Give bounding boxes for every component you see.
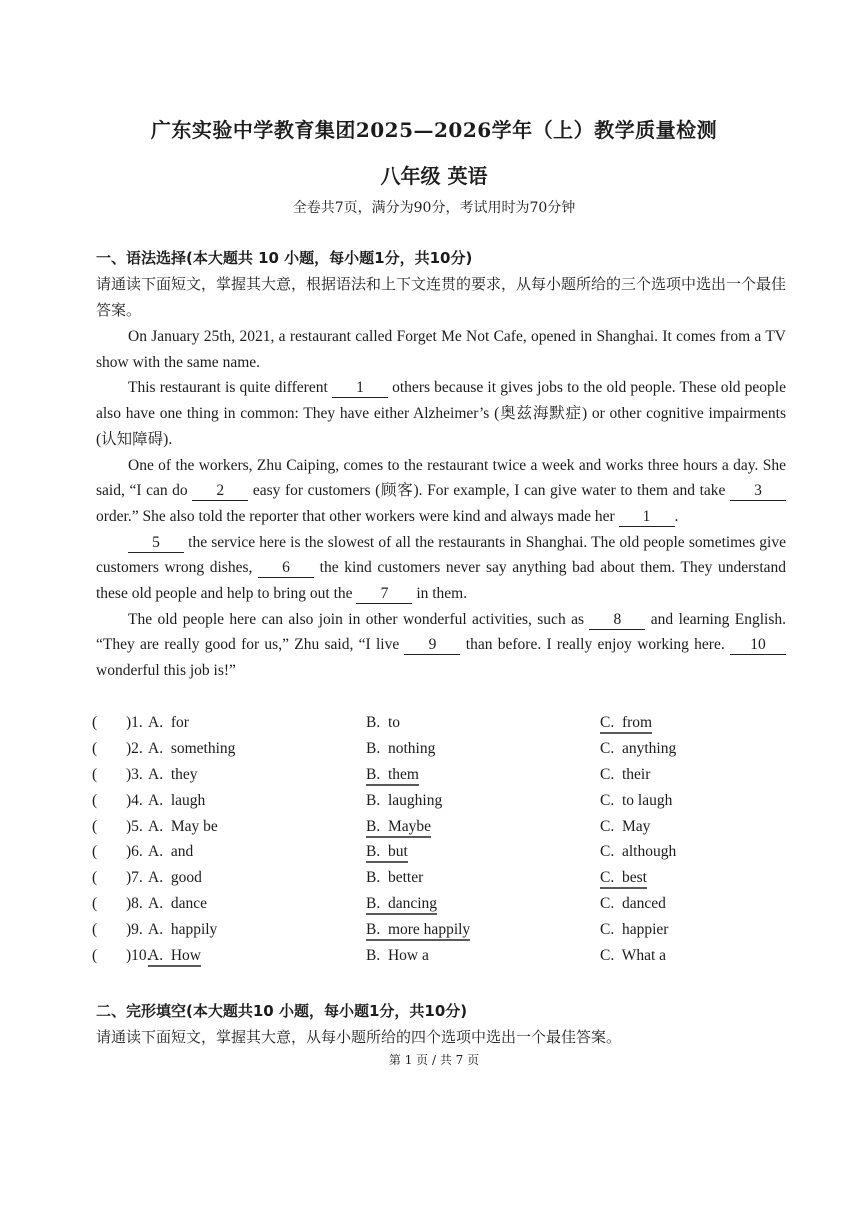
passage-text: and learning English. “They are really good for us,” Zhu said, “I live [96,610,786,654]
option-c[interactable]: C. anything [600,739,677,757]
option-b[interactable]: B. better [366,869,424,887]
option-a[interactable]: A. and [148,843,194,861]
question-number: )10. [126,947,151,965]
option-b[interactable]: B. dancing [366,895,437,915]
section1-heading: 一、语法选择(本大题共 10 小题，每小题1分，共10分) [96,249,473,267]
question-row [88,895,788,921]
blank-9: 9 [404,636,460,655]
question-number: )1. [126,714,143,731]
answer-paren[interactable]: ( [92,869,98,887]
passage-text: On January 25th, 2021, a restaurant called Forget Me Not Cafe, opened in Shanghai. It comes from a TV show with the same name. [96,328,786,371]
passage-text: . [674,507,679,525]
option-c[interactable]: C. their [600,765,651,783]
question-row [88,947,788,973]
option-b[interactable]: B. How a [366,947,429,965]
blank-4: 1 [619,508,675,527]
question-number: )6. [126,843,143,861]
passage-text: order.” She also told the reporter that other workers were kind and always made her [96,507,619,525]
section2-heading: 二、完形填空(本大题共10 小题，每小题1分，共10分) [96,1002,468,1020]
passage-text: easy for customers (顾客). For example, I can give water to them and take [248,482,730,500]
options-list [88,714,788,973]
question-row [88,818,788,844]
question-number: )3. [126,765,143,783]
option-c[interactable]: C. happier [600,921,669,939]
exam-subtitle: 八年级 英语 [380,164,488,188]
blank-8: 8 [589,611,645,630]
passage-text: One of the workers, Zhu Caiping, comes to the restaurant twice a week and works three hours a day. She said, “I can do [96,456,786,500]
option-c[interactable]: C. to laugh [600,791,673,809]
passage-paragraph-1 [96,324,786,375]
answer-paren[interactable]: ( [92,765,98,783]
section2-instruction: 请通读下面短文，掌握其大意，从每小题所给的四个选项中选出一个最佳答案。 [96,1028,622,1046]
passage-text: others because it gives jobs to the old people. These old people also have one thing in common: They have either Alzheimer’s (奥兹海默症) or other cognitive impairments (认知障碍). [96,379,786,448]
page-footer: 第 1 页 / 共 7 页 [388,1053,480,1067]
option-b[interactable]: B. to [366,714,401,731]
passage-paragraph-5 [96,607,786,684]
question-row [88,869,788,895]
passage-text: This restaurant is quite different [128,379,332,397]
option-a[interactable]: A. laugh [148,791,206,809]
question-row [88,714,788,740]
blank-1: 1 [332,379,388,398]
blank-7: 7 [356,585,412,604]
answer-paren[interactable]: ( [92,817,98,835]
option-b[interactable]: B. Maybe [366,818,431,838]
blank-5: 5 [128,534,184,553]
answer-paren[interactable]: ( [92,739,98,757]
passage-text: wonderful this job is!” [96,662,236,680]
passage-text: The old people here can also join in other wonderful activities, such as [128,610,590,628]
option-a[interactable]: A. happily [148,921,218,939]
option-b[interactable]: B. laughing [366,791,443,809]
blank-6: 6 [258,559,314,578]
question-number: )7. [126,869,143,887]
option-b[interactable]: B. them [366,766,419,786]
answer-paren[interactable]: ( [92,714,98,731]
option-a[interactable]: A. How [148,947,201,967]
passage-text: in them. [412,585,468,603]
question-row [88,740,788,766]
option-c[interactable]: C. although [600,843,677,861]
answer-paren[interactable]: ( [92,895,98,913]
option-b[interactable]: B. more happily [366,921,470,941]
question-number: )8. [126,895,143,913]
question-number: )2. [126,739,143,757]
answer-paren[interactable]: ( [92,921,98,939]
question-row [88,792,788,818]
exam-meta: 全卷共7页，满分为90分，考试用时为70分钟 [292,200,576,216]
answer-paren[interactable]: ( [92,791,98,809]
option-b[interactable]: B. nothing [366,739,436,757]
question-number: )9. [126,921,143,939]
passage-paragraph-3 [96,453,786,530]
question-row [88,766,788,792]
option-a[interactable]: A. dance [148,895,207,913]
option-c[interactable]: C. from [600,714,652,734]
section1-instruction: 请通读下面短文，掌握其大意，根据语法和上下文连贯的要求，从每小题所给的三个选项中选出一个最佳答案。 [96,275,787,319]
question-number: )5. [126,817,143,835]
answer-paren[interactable]: ( [92,843,98,861]
option-a[interactable]: A. May be [148,817,218,835]
option-c[interactable]: C. best [600,869,647,889]
option-a[interactable]: A. they [148,765,198,783]
blank-2: 2 [192,482,248,501]
exam-title: 广东实验中学教育集团2025—2026学年（上）教学质量检测 [150,118,718,142]
question-row [88,843,788,869]
answer-paren[interactable]: ( [92,947,98,965]
passage-text: than before. I really enjoy working here. [460,636,730,654]
passage-paragraph-4 [96,530,786,607]
blank-10: 10 [730,636,786,655]
option-c[interactable]: C. danced [600,895,666,913]
passage-paragraph-2 [96,375,786,452]
question-row [88,921,788,947]
passage [96,324,786,684]
option-c[interactable]: C. What a [600,947,667,965]
question-number: )4. [126,791,143,809]
passage-text: the service here is the slowest of all the restaurants in Shanghai. The old people sometimes give customers wrong dishes, [96,533,786,577]
option-a[interactable]: A. for [148,714,189,731]
option-a[interactable]: A. something [148,739,236,757]
blank-3: 3 [730,482,786,501]
option-a[interactable]: A. good [148,869,202,887]
option-c[interactable]: C. May [600,817,651,835]
option-b[interactable]: B. but [366,843,408,863]
passage-text: the kind customers never say anything bad about them. They understand these old people and help to bring out the [96,559,786,603]
